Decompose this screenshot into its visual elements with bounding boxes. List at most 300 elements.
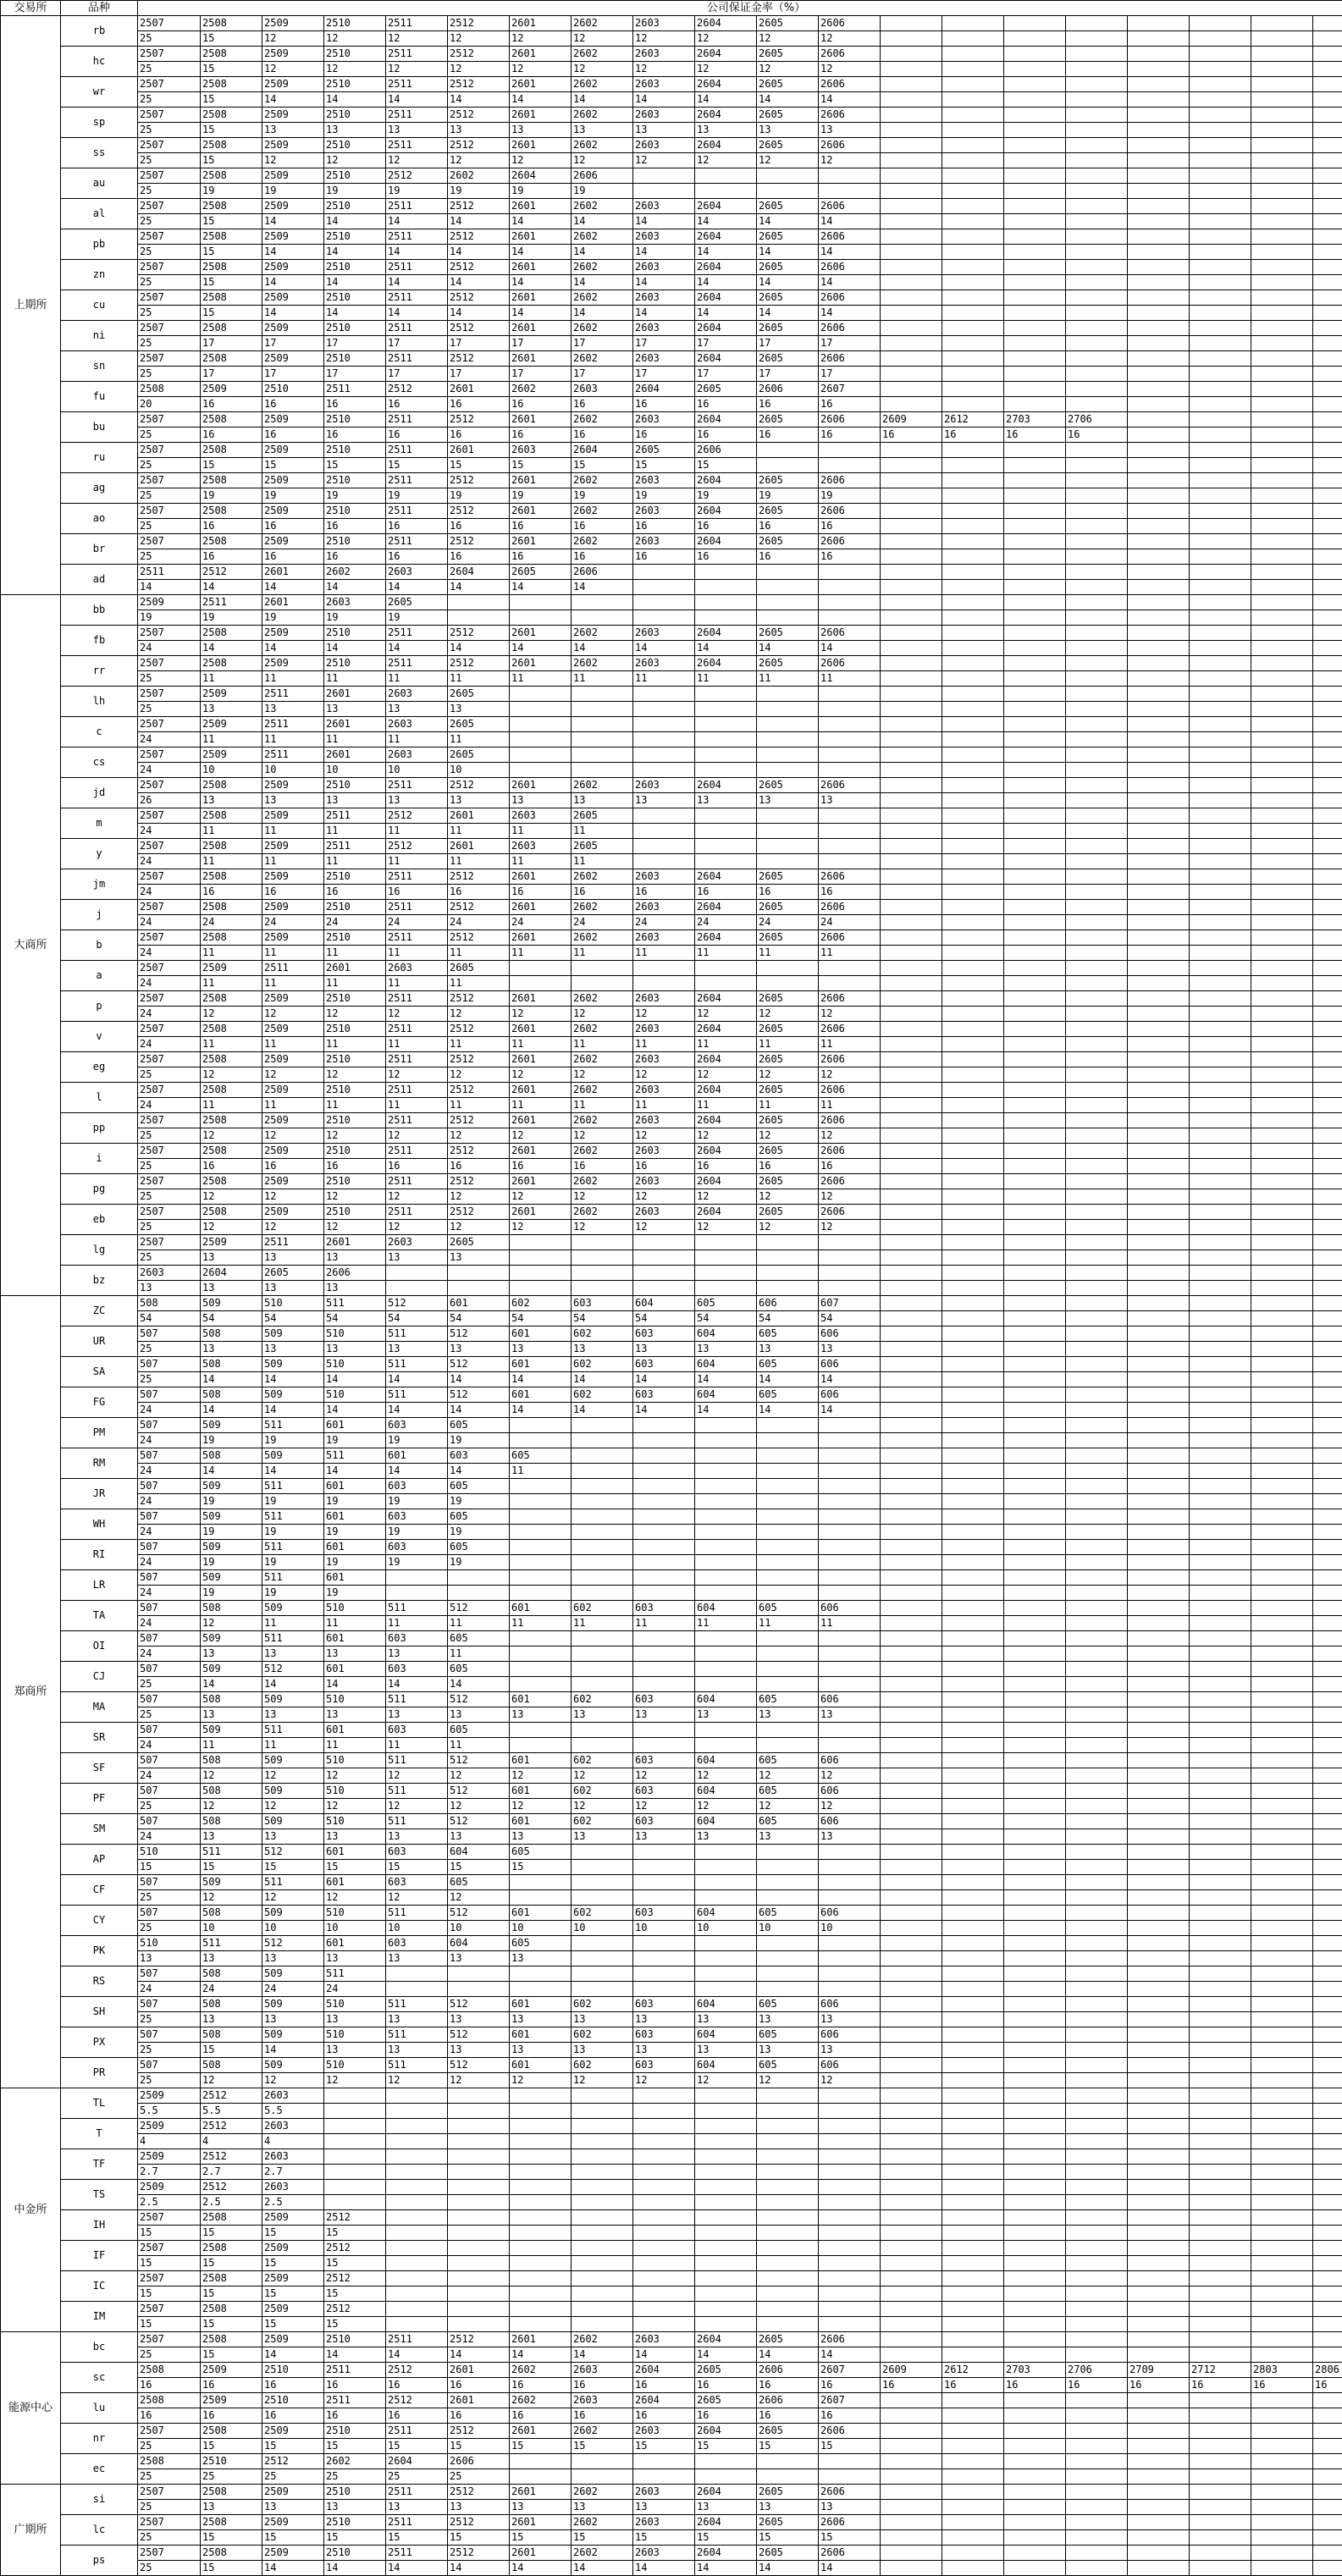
product-code: lu (61, 2393, 138, 2424)
rate-row (1, 1951, 1342, 1966)
contract-month: 512 (262, 1662, 324, 1677)
margin-rate (1190, 367, 1251, 382)
margin-rate (1251, 2439, 1313, 2454)
margin-rate: 19 (201, 1433, 262, 1448)
contract-month (1066, 1448, 1128, 1464)
contract-month (1190, 1753, 1251, 1768)
contract-month: 2703 (1004, 412, 1066, 427)
margin-rate: 14 (819, 641, 881, 656)
contract-month: 603 (386, 1540, 448, 1555)
contract-month: 601 (510, 1601, 572, 1616)
contract-month (1004, 656, 1066, 671)
contract-month: 2605 (448, 1235, 510, 1250)
contract-month (1066, 1753, 1128, 1768)
margin-rate: 16 (510, 397, 572, 412)
margin-rate: 12 (757, 1007, 819, 1022)
contract-month (1190, 1509, 1251, 1525)
contract-month: 2603 (633, 2485, 695, 2500)
contract-month: 2603 (572, 382, 633, 397)
margin-rate: 13 (757, 1342, 819, 1357)
contract-month (881, 1753, 942, 1768)
margin-rate: 14 (324, 1403, 386, 1418)
margin-rate (1128, 1586, 1190, 1601)
contract-month (1190, 1601, 1251, 1616)
margin-rate: 13 (201, 702, 262, 717)
margin-rate (1251, 976, 1313, 991)
margin-rate (695, 1647, 757, 1662)
contract-month (1066, 1966, 1128, 1982)
margin-rate (1190, 1525, 1251, 1540)
margin-rate (1190, 671, 1251, 687)
contract-month (695, 808, 757, 824)
rate-row (1, 2256, 1342, 2271)
margin-rate (1004, 1464, 1066, 1479)
contract-month: 605 (510, 1936, 572, 1951)
margin-rate: 12 (201, 1220, 262, 1235)
margin-rate (1004, 793, 1066, 808)
margin-rate (633, 2256, 695, 2271)
contract-month (1128, 2393, 1190, 2408)
contract-month (1004, 1357, 1066, 1372)
margin-rate: 24 (138, 1616, 201, 1631)
margin-rate: 13 (510, 123, 572, 138)
contract-month: 508 (201, 1784, 262, 1799)
contract-month: 2509 (262, 47, 324, 62)
contract-month: 2606 (819, 656, 881, 671)
contract-month: 512 (448, 2027, 510, 2043)
margin-rate (1066, 1159, 1128, 1174)
contract-month: 512 (262, 1845, 324, 1860)
rate-row (1, 1707, 1342, 1723)
contract-month: 2512 (448, 199, 510, 214)
margin-rate: 12 (201, 1799, 262, 1814)
contract-month (942, 2271, 1004, 2286)
margin-rate (942, 123, 1004, 138)
margin-rate (881, 1555, 942, 1570)
month-row (1, 1113, 1342, 1128)
margin-rate: 15 (262, 2530, 324, 2546)
margin-rate: 14 (262, 1677, 324, 1692)
contract-month: 2603 (386, 1235, 448, 1250)
product-code: AP (61, 1845, 138, 1875)
contract-month (942, 1997, 1004, 2012)
margin-rate: 5.5 (138, 2104, 201, 2119)
contract-month (942, 1692, 1004, 1707)
contract-month (1313, 2180, 1342, 2195)
margin-rate (942, 62, 1004, 77)
contract-month (1004, 839, 1066, 854)
margin-rate (1313, 732, 1342, 747)
month-row (1, 1845, 1342, 1860)
rate-row (1, 1433, 1342, 1448)
margin-rate: 15 (201, 275, 262, 290)
contract-month: 507 (138, 1662, 201, 1677)
margin-rate (1004, 1403, 1066, 1418)
contract-month: 511 (386, 1753, 448, 1768)
contract-month (1128, 2088, 1190, 2104)
margin-rate (510, 2195, 572, 2210)
contract-month (881, 2546, 942, 2561)
margin-rate (1313, 2256, 1342, 2271)
contract-month: 2603 (262, 2088, 324, 2104)
margin-rate (819, 2104, 881, 2119)
contract-month: 2605 (757, 869, 819, 885)
contract-month: 2603 (262, 2180, 324, 2195)
contract-month (1066, 382, 1128, 397)
contract-month: 601 (324, 1875, 386, 1890)
margin-rate (1004, 1494, 1066, 1509)
contract-month (1313, 1327, 1342, 1342)
contract-month: 2507 (138, 2546, 201, 2561)
product-code: LR (61, 1570, 138, 1601)
margin-rate: 15 (324, 2256, 386, 2271)
product-code: ec (61, 2454, 138, 2485)
month-row (1, 656, 1342, 671)
margin-rate (757, 1738, 819, 1753)
margin-rate (1251, 2226, 1313, 2241)
margin-rate (1190, 1159, 1251, 1174)
margin-rate: 12 (386, 1768, 448, 1784)
contract-month: 2507 (138, 1174, 201, 1189)
contract-month (510, 1509, 572, 1525)
contract-month (942, 747, 1004, 763)
contract-month: 2507 (138, 2271, 201, 2286)
contract-month: 2603 (633, 1174, 695, 1189)
margin-rate (1251, 1067, 1313, 1083)
contract-month (942, 656, 1004, 671)
contract-month (881, 16, 942, 31)
product-code: UR (61, 1327, 138, 1357)
contract-month (757, 2149, 819, 2165)
contract-month: 2509 (262, 2485, 324, 2500)
contract-month (695, 961, 757, 976)
margin-rate: 16 (1190, 2378, 1251, 2393)
margin-rate: 25 (138, 2500, 201, 2515)
contract-month (510, 1875, 572, 1890)
margin-rate (1190, 2347, 1251, 2363)
month-row (1, 839, 1342, 854)
contract-month (695, 168, 757, 184)
contract-month (1066, 229, 1128, 245)
margin-rate (1190, 1982, 1251, 1997)
product-code: sn (61, 351, 138, 382)
margin-rate: 16 (324, 519, 386, 534)
contract-month (1190, 2027, 1251, 2043)
margin-rate: 12 (386, 1220, 448, 1235)
contract-month (881, 2027, 942, 2043)
margin-rate (695, 1738, 757, 1753)
rate-row (1, 1647, 1342, 1662)
margin-rate (1190, 92, 1251, 108)
margin-rate: 19 (448, 184, 510, 199)
contract-month: 2507 (138, 839, 201, 854)
margin-rate: 12 (386, 1128, 448, 1144)
margin-rate: 19 (324, 1586, 386, 1601)
contract-month: 2604 (201, 1266, 262, 1281)
contract-month (942, 2149, 1004, 2165)
month-row (1, 2241, 1342, 2256)
contract-month: 2602 (572, 2332, 633, 2347)
contract-month: 603 (633, 1327, 695, 1342)
contract-month (510, 717, 572, 732)
product-code: CF (61, 1875, 138, 1906)
margin-rate (1128, 1159, 1190, 1174)
margin-rate (942, 214, 1004, 229)
margin-rate (1313, 2134, 1342, 2149)
margin-rate (1066, 824, 1128, 839)
margin-rate: 14 (572, 92, 633, 108)
margin-rate: 12 (201, 1616, 262, 1631)
margin-rate: 19 (324, 1494, 386, 1509)
margin-rate: 16 (757, 549, 819, 565)
margin-rate (881, 793, 942, 808)
contract-month: 2511 (386, 869, 448, 885)
contract-month (572, 2241, 633, 2256)
margin-rate: 11 (819, 1098, 881, 1113)
contract-month: 2511 (386, 1083, 448, 1098)
contract-month: 605 (757, 2058, 819, 2073)
rate-row (1, 549, 1342, 565)
margin-rate (942, 31, 1004, 47)
margin-rate: 15 (324, 2530, 386, 2546)
margin-rate (1190, 1494, 1251, 1509)
contract-month (1004, 1174, 1066, 1189)
contract-month (1190, 1387, 1251, 1403)
contract-month: 2604 (695, 1113, 757, 1128)
contract-month (757, 2180, 819, 2195)
contract-month (572, 1418, 633, 1433)
contract-month (942, 626, 1004, 641)
margin-rate: 14 (757, 1403, 819, 1418)
product-code: PR (61, 2058, 138, 2088)
month-row (1, 808, 1342, 824)
contract-month: 2603 (324, 595, 386, 610)
margin-rate: 11 (448, 854, 510, 869)
margin-rate: 15 (819, 2530, 881, 2546)
margin-rate: 11 (386, 946, 448, 961)
contract-month (1128, 961, 1190, 976)
margin-rate: 24 (572, 915, 633, 930)
contract-month: 509 (262, 1327, 324, 1342)
margin-rate: 13 (324, 1951, 386, 1966)
margin-rate: 19 (633, 488, 695, 504)
contract-month (695, 2119, 757, 2134)
contract-month (1251, 2546, 1313, 2561)
contract-month (1066, 1692, 1128, 1707)
margin-rate (942, 1067, 1004, 1083)
contract-month (1128, 687, 1190, 702)
margin-rate (695, 2317, 757, 2332)
contract-month: 2510 (324, 77, 386, 92)
contract-month: 2605 (757, 412, 819, 427)
contract-month (1066, 1113, 1128, 1128)
margin-rate (881, 2347, 942, 2363)
contract-month: 2605 (572, 808, 633, 824)
margin-rate (1004, 946, 1066, 961)
contract-month: 2510 (324, 168, 386, 184)
contract-month (1313, 2058, 1342, 2073)
month-row (1, 1692, 1342, 1707)
contract-month (1313, 1753, 1342, 1768)
contract-month: 2605 (757, 991, 819, 1007)
contract-month (1190, 443, 1251, 458)
margin-rate (1066, 1921, 1128, 1936)
contract-month (1313, 382, 1342, 397)
margin-rate (1190, 732, 1251, 747)
margin-rate (510, 702, 572, 717)
margin-rate: 14 (819, 2561, 881, 2576)
margin-rate: 12 (757, 1768, 819, 1784)
contract-month: 2508 (201, 16, 262, 31)
contract-month: 2510 (324, 778, 386, 793)
margin-rate (572, 702, 633, 717)
margin-rate (1128, 854, 1190, 869)
margin-rate (1004, 1799, 1066, 1814)
margin-rate: 12 (386, 1189, 448, 1205)
rate-row (1, 2500, 1342, 2515)
contract-month: 2612 (942, 412, 1004, 427)
contract-month (819, 1509, 881, 1525)
contract-month (1251, 2393, 1313, 2408)
contract-month: 601 (510, 1784, 572, 1799)
margin-rate: 14 (633, 306, 695, 321)
margin-rate: 25 (138, 519, 201, 534)
margin-rate: 15 (448, 2439, 510, 2454)
margin-rate: 14 (510, 580, 572, 595)
margin-rate (1251, 885, 1313, 900)
contract-month: 507 (138, 1814, 201, 1829)
margin-rate (1313, 458, 1342, 473)
contract-month (881, 930, 942, 946)
contract-month (819, 443, 881, 458)
margin-rate (1251, 1128, 1313, 1144)
margin-rate: 13 (510, 1707, 572, 1723)
contract-month: 605 (757, 1997, 819, 2012)
margin-rate: 16 (262, 885, 324, 900)
contract-month: 2507 (138, 108, 201, 123)
margin-rate: 24 (138, 1555, 201, 1570)
contract-month: 2512 (448, 1144, 510, 1159)
margin-rate: 15 (262, 2439, 324, 2454)
contract-month (1066, 1631, 1128, 1647)
margin-rate (1128, 1555, 1190, 1570)
contract-month: 2509 (262, 1174, 324, 1189)
contract-month (942, 687, 1004, 702)
margin-rate (1190, 2408, 1251, 2424)
margin-rate: 16 (510, 549, 572, 565)
margin-rate: 12 (757, 1067, 819, 1083)
contract-month: 2507 (138, 930, 201, 946)
contract-month: 511 (386, 1601, 448, 1616)
margin-rate (1066, 2195, 1128, 2210)
contract-month (1004, 16, 1066, 31)
margin-rate (1251, 1525, 1313, 1540)
contract-month (819, 717, 881, 732)
contract-month: 2512 (448, 321, 510, 336)
contract-month: 2602 (572, 2485, 633, 2500)
contract-month (1004, 991, 1066, 1007)
contract-month: 2507 (138, 1144, 201, 1159)
contract-month (1066, 1083, 1128, 1098)
margin-rate: 14 (633, 641, 695, 656)
month-row (1, 321, 1342, 336)
contract-month: 2601 (448, 839, 510, 854)
product-header: 品种 (61, 1, 138, 16)
margin-rate: 16 (757, 427, 819, 443)
contract-month (1190, 2119, 1251, 2134)
margin-rate: 13 (757, 1829, 819, 1845)
margin-rate (1128, 1677, 1190, 1692)
margin-rate: 19 (201, 610, 262, 626)
margin-rate (695, 2195, 757, 2210)
product-code: RI (61, 1540, 138, 1570)
contract-month (881, 626, 942, 641)
contract-month (881, 199, 942, 214)
contract-month (881, 1814, 942, 1829)
margin-rate (1190, 123, 1251, 138)
contract-month (1190, 1052, 1251, 1067)
margin-rate: 15 (201, 245, 262, 260)
margin-rate: 12 (386, 31, 448, 47)
margin-rate: 12 (572, 1067, 633, 1083)
contract-month: 508 (201, 1327, 262, 1342)
contract-month (819, 2180, 881, 2195)
contract-month: 2604 (633, 2363, 695, 2378)
margin-rate (942, 946, 1004, 961)
contract-month: 511 (386, 2058, 448, 2073)
contract-month: 507 (138, 1601, 201, 1616)
contract-month: 2603 (572, 2393, 633, 2408)
contract-month: 507 (138, 1753, 201, 1768)
margin-rate: 14 (448, 214, 510, 229)
margin-rate: 16 (448, 885, 510, 900)
margin-rate: 13 (386, 2500, 448, 2515)
margin-rate: 15 (448, 458, 510, 473)
contract-month (1128, 1936, 1190, 1951)
margin-rate: 25 (138, 1128, 201, 1144)
product-code: bc (61, 2332, 138, 2363)
margin-rate: 14 (324, 641, 386, 656)
contract-month (881, 2088, 942, 2104)
contract-month: 603 (448, 1448, 510, 1464)
contract-month (1313, 1266, 1342, 1281)
margin-rate: 16 (1128, 2378, 1190, 2393)
contract-month (695, 1875, 757, 1890)
rate-row (1, 2378, 1342, 2393)
contract-month: 2601 (510, 290, 572, 306)
contract-month (695, 2302, 757, 2317)
margin-rate (1004, 458, 1066, 473)
margin-rate (1066, 1738, 1128, 1753)
month-row (1, 1601, 1342, 1616)
margin-rate (1190, 397, 1251, 412)
margin-rate (1190, 1829, 1251, 1845)
margin-rate: 11 (633, 946, 695, 961)
contract-month: 2509 (201, 2363, 262, 2378)
rate-row (1, 62, 1342, 77)
contract-month (1066, 991, 1128, 1007)
margin-rate (881, 1677, 942, 1692)
margin-rate: 11 (757, 946, 819, 961)
contract-month (1066, 1906, 1128, 1921)
margin-rate: 13 (262, 1707, 324, 1723)
contract-month: 2601 (510, 199, 572, 214)
margin-rate: 14 (448, 306, 510, 321)
margin-rate: 19 (262, 1525, 324, 1540)
margin-rate (1128, 2012, 1190, 2027)
margin-rate: 13 (324, 2012, 386, 2027)
contract-month (1004, 1997, 1066, 2012)
